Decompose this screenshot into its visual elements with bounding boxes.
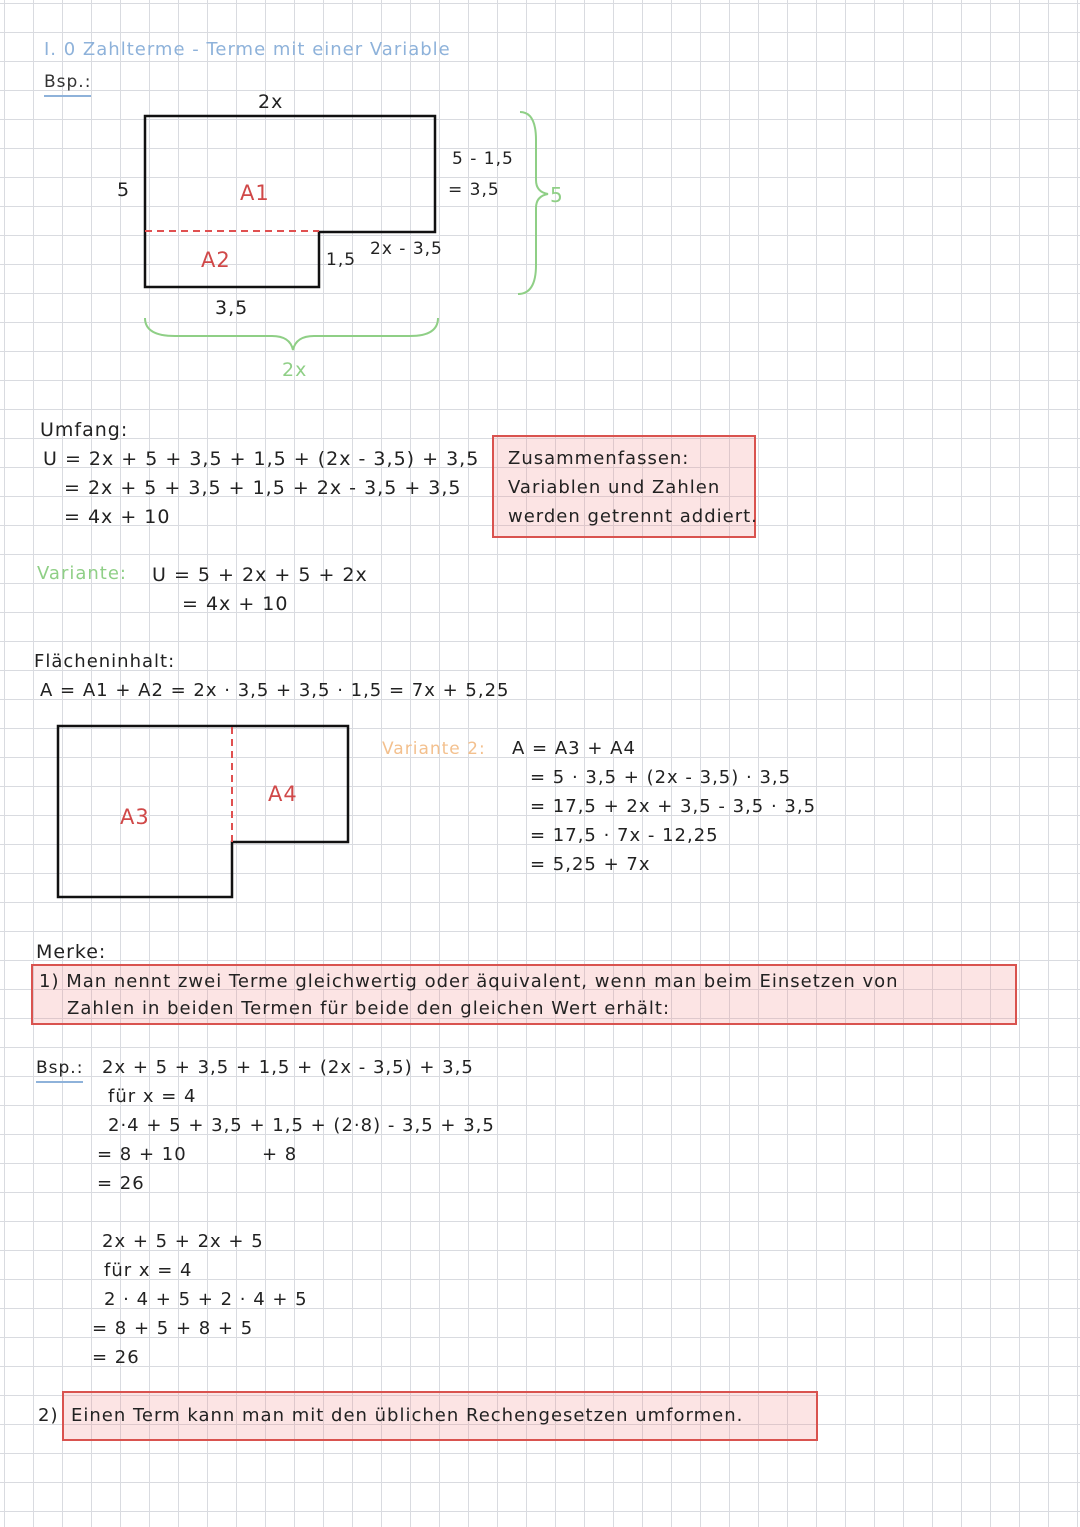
umfang-line-1: U = 2x + 5 + 3,5 + 1,5 + (2x - 3,5) + 3,5 [43, 448, 480, 470]
example2-line-5: = 26 [97, 1173, 145, 1194]
flaeche-variant-label: Variante 2: [382, 739, 486, 759]
note-line-2: Variablen und Zahlen [508, 477, 721, 498]
example2-second-line-5: = 26 [92, 1347, 140, 1368]
umfang-variant-label: Variante: [37, 563, 127, 584]
example2-line-1: 2x + 5 + 3,5 + 1,5 + (2x - 3,5) + 3,5 [102, 1057, 474, 1078]
area-a4-label: A4 [268, 782, 298, 806]
figure1-bottom-label: 3,5 [215, 297, 249, 319]
figure1-step-width-label: 2x - 3,5 [370, 239, 443, 259]
example2-second-line-4: = 8 + 5 + 8 + 5 [92, 1318, 254, 1339]
flaeche-variant-line-3: = 17,5 + 2x + 3,5 - 3,5 · 3,5 [530, 796, 817, 817]
flaeche-variant-line-5: = 5,25 + 7x [530, 854, 651, 875]
page-title: I. 0 Zahlterme - Terme mit einer Variable [44, 39, 451, 60]
area-a1-label: A1 [240, 181, 270, 205]
flaeche-title: Flächeninhalt: [34, 651, 176, 672]
umfang-line-2: = 2x + 5 + 3,5 + 1,5 + 2x - 3,5 + 3,5 [64, 477, 462, 499]
figure1-top-label: 2x [258, 91, 284, 113]
rule-2-text: Einen Term kann man mit den üblichen Rechengesetzen umformen. [71, 1405, 744, 1426]
figure1-brace-label: 5 [550, 183, 564, 207]
figure1-step-label: 1,5 [326, 250, 357, 270]
example2-line-4b: + 8 [262, 1144, 298, 1165]
example2-label: Bsp.: [36, 1056, 83, 1083]
rule-1-line-1: 1) Man nennt zwei Terme gleichwertig oder äquivalent, wenn man beim Einsetzen von [39, 971, 899, 992]
rule-1-line-2: Zahlen in beiden Termen für beide den gleichen Wert erhält: [67, 998, 671, 1019]
flaeche-variant-line-2: = 5 · 3,5 + (2x - 3,5) · 3,5 [530, 767, 792, 788]
flaeche-variant-line-1: A = A3 + A4 [512, 738, 636, 759]
umfang-title: Umfang: [40, 419, 129, 441]
flaeche-variant-line-4: = 17,5 · 7x - 12,25 [530, 825, 719, 846]
note-line-3: werden getrennt addiert. [508, 506, 758, 527]
figure2-outline [58, 726, 348, 897]
umfang-line-3: = 4x + 10 [64, 506, 171, 528]
example-label: Bsp.: [44, 70, 91, 97]
note-line-1: Zusammenfassen: [508, 448, 690, 469]
figure1-left-label: 5 [117, 179, 131, 201]
umfang-variant-line-1: U = 5 + 2x + 5 + 2x [152, 564, 368, 586]
figure1-right-label-1: 5 - 1,5 [452, 149, 514, 169]
rule-1-box [31, 964, 1017, 1025]
flaeche-line-1: A = A1 + A2 = 2x · 3,5 + 3,5 · 1,5 = 7x + 5,25 [40, 680, 510, 701]
example2-second-line-3: 2 · 4 + 5 + 2 · 4 + 5 [104, 1289, 308, 1310]
example2-line-2: für x = 4 [108, 1086, 197, 1107]
area-a3-label: A3 [120, 805, 150, 829]
example2-line-4: = 8 + 10 [97, 1144, 187, 1165]
rule-2-box [62, 1391, 818, 1441]
merke-title: Merke: [36, 941, 107, 963]
rule-2-number: 2) [38, 1405, 59, 1426]
example2-line-3: 2·4 + 5 + 3,5 + 1,5 + (2·8) - 3,5 + 3,5 [108, 1115, 495, 1136]
umfang-variant-line-2: = 4x + 10 [182, 593, 289, 615]
area-a2-label: A2 [201, 248, 231, 272]
example2-second-line-2: für x = 4 [104, 1260, 193, 1281]
figure1-bottom-brace-label: 2x [282, 359, 308, 381]
example2-second-line-1: 2x + 5 + 2x + 5 [102, 1231, 264, 1252]
figure1-right-label-2: = 3,5 [448, 180, 500, 200]
